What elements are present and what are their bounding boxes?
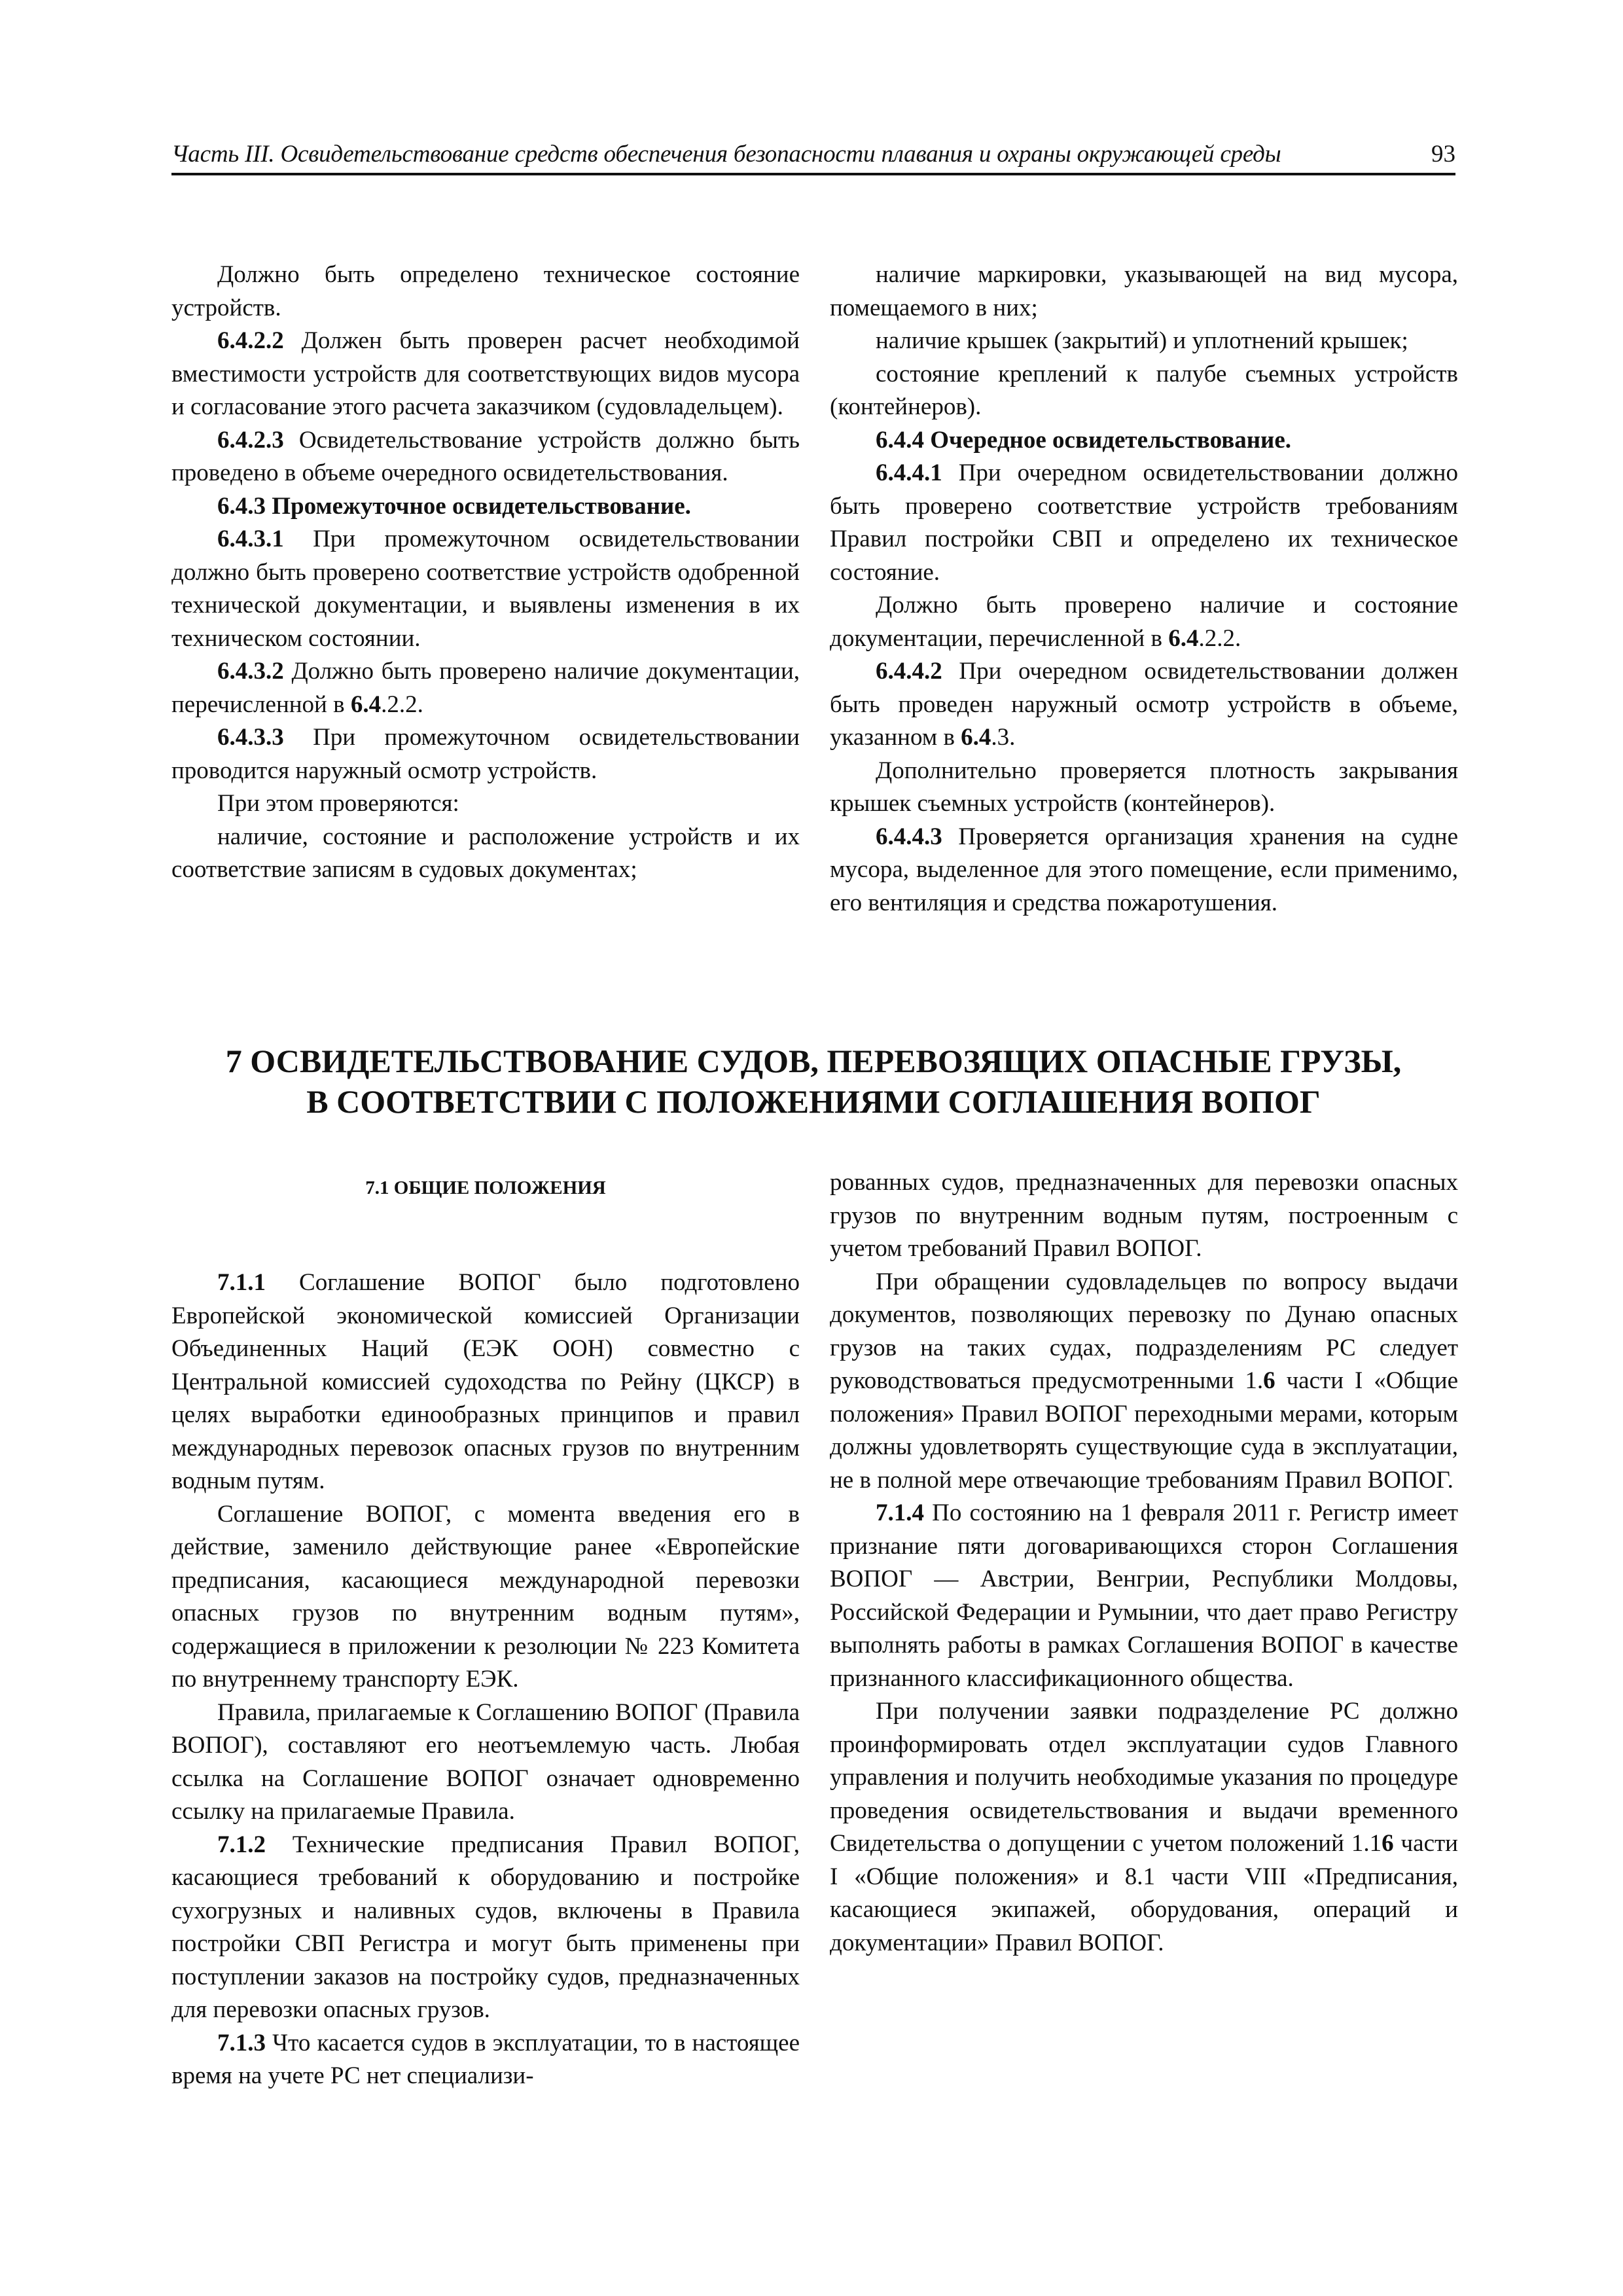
paragraph-text: наличие маркировки, указывающей на вид мусора, помещаемого в них; <box>830 261 1458 321</box>
paragraph <box>830 424 1458 457</box>
paragraph-text: Технические предписания Правил ВОПОГ, касающиеся требований к оборудованию и постройке сухогрузных и наливных судов, включены в Правила постройки СВП Регистра и могут быть применены при поступлении заказов на постройку судов, предназначенных для перевозки опасных грузов. <box>171 1831 800 2023</box>
clause-number: 7.1.4 <box>876 1499 924 1526</box>
paragraph-text: Должно быть определено техническое состояние устройств. <box>171 261 800 321</box>
paragraph-text: Должно быть проверено наличие и состояние документации, перечисленной в <box>830 592 1458 652</box>
cross-reference: 6.4 <box>350 691 382 718</box>
paragraph-text-tail: .2.2. <box>1198 624 1241 652</box>
paragraph <box>830 325 1458 358</box>
paragraph <box>171 259 800 325</box>
paragraph-text: При получении заявки подразделение РС должно проинформировать отдел эксплуатации судов Главного управления и получить необходимые указания по процедуре проведения освидетельствования и выдачи временного Свидетельства о допущении с учетом положений 1.1 <box>830 1698 1458 1857</box>
paragraph <box>171 787 800 821</box>
paragraph-text: При этом проверяются: <box>217 790 459 817</box>
clause-number: 7.1.2 <box>217 1831 266 1858</box>
paragraph <box>171 1696 800 1829</box>
paragraph <box>171 424 800 490</box>
page-number: 93 <box>1431 141 1455 168</box>
paragraph <box>830 589 1458 655</box>
paragraph-text: наличие крышек (закрытий) и уплотнений крышек; <box>876 327 1408 354</box>
paragraph-text: состояние креплений к палубе съемных устройств (контейнеров). <box>830 360 1458 420</box>
paragraph-text: При промежуточном освидетельствовании проводится наружный осмотр устройств. <box>171 724 800 784</box>
clause-number: 6.4.3.2 <box>217 658 284 685</box>
paragraph <box>171 523 800 655</box>
paragraph-text-tail: части I «Общие положения» и 8.1 части VIII «Предписания, касающиеся экипажей, оборудования, операций и документации» Правил ВОПОГ. <box>830 1830 1458 1956</box>
paragraph-text-tail: части I «Общие положения» Правил ВОПОГ переходными мерами, которым должны удовлетворять существующие суда в эксплуатации, не в полной мере отвечающие требованиям Правил ВОПОГ. <box>830 1367 1458 1494</box>
paragraph-text: Соглашение ВОПОГ было подготовлено Европейской экономической комиссией Организации Объединенных Наций (ЕЭК ООН) совместно с Центральной комиссией судоходства по Рейну (ЦКСР) в целях выработки единообразных принципов и правил международных перевозок опасных грузов по внутренним водным путям. <box>171 1269 800 1494</box>
bottom-right-column <box>830 1166 1458 1960</box>
paragraph-text: Проверяется организация хранения на судне мусора, выделенное для этого помещение, если применимо, его вентиляция и средства пожаротушения. <box>830 823 1458 916</box>
paragraph-text: Правила, прилагаемые к Соглашению ВОПОГ (Правила ВОПОГ), составляют его неотъемлемую часть. Любая ссылка на Соглашение ВОПОГ означает одновременно ссылку на прилагаемые Правила. <box>171 1698 800 1825</box>
paragraph-text: Соглашение ВОПОГ, с момента введения его в действие, заменило действующие ранее «Европейские предписания, касающиеся международной перевозки опасных грузов по внутренним водным путям», содержащиеся в приложении к резолюции № 223 Комитета по внутреннему транспорту ЕЭК. <box>171 1500 800 1693</box>
chapter-title-line-1: 7 ОСВИДЕТЕЛЬСТВОВАНИЕ СУДОВ, ПЕРЕВОЗЯЩИХ ОПАСНЫЕ ГРУЗЫ, <box>225 1043 1402 1079</box>
running-header-title: Часть III. Освидетельствование средств обеспечения безопасности плавания и охраны окружающей среды <box>171 141 1281 168</box>
paragraph <box>171 1829 800 2027</box>
paragraph-text: По состоянию на 1 февраля 2011 г. Регистр имеет признание пяти договаривающихся сторон Соглашения ВОПОГ — Австрии, Венгрии, Республики Молдовы, Российской Федерации и Румынии, что дает право Регистру выполнять работы в рамках Соглашения ВОПОГ в качестве признанного классификационного общества. <box>830 1499 1458 1692</box>
paragraph-text: Должен быть проверен расчет необходимой вместимости устройств для соответствующих видов мусора и согласование этого расчета заказчиком (судовладельцем). <box>171 327 800 420</box>
bottom-left-column <box>171 1266 800 2093</box>
paragraph-text: Что касается судов в эксплуатации, то в настоящее время на учете РС нет специализи- <box>171 2029 800 2089</box>
paragraph-text: При промежуточном освидетельствовании должно быть проверено соответствие устройств одобренной технической документации, и выявлены изменения в их техническом состоянии. <box>171 526 800 652</box>
chapter-title-line-2: В СООТВЕТСТВИИ С ПОЛОЖЕНИЯМИ СОГЛАШЕНИЯ ВОПОГ <box>306 1083 1321 1120</box>
paragraph <box>171 2027 800 2093</box>
clause-number: 6.4.3.1 <box>217 526 284 552</box>
paragraph <box>830 1166 1458 1266</box>
paragraph <box>830 1695 1458 1960</box>
paragraph <box>830 655 1458 755</box>
running-header <box>171 137 1455 175</box>
clause-number: 6.4.4.3 <box>876 823 942 850</box>
paragraph <box>171 721 800 787</box>
paragraph <box>830 821 1458 920</box>
paragraph-text: Дополнительно проверяется плотность закрывания крышек съемных устройств (контейнеров). <box>830 757 1458 817</box>
clause-number: 6.4.2.3 <box>217 426 284 454</box>
paragraph-text: При очередном освидетельствовании должно быть проверено соответствие устройств требованиям Правил постройки СВП и определено их техническое состояние. <box>830 459 1458 586</box>
top-right-column <box>830 259 1458 920</box>
top-left-column <box>171 259 800 887</box>
clause-number: 6.4.2.2 <box>217 327 284 354</box>
paragraph-text: Освидетельствование устройств должно быть проведено в объеме очередного освидетельствования. <box>171 426 800 486</box>
paragraph-text: При очередном освидетельствовании должен быть проведен наружный осмотр устройств в объеме, указанном в <box>830 658 1458 751</box>
section-title: 7.1 ОБЩИЕ ПОЛОЖЕНИЯ <box>365 1177 606 1198</box>
cross-reference: 6 <box>1263 1367 1275 1394</box>
paragraph <box>830 259 1458 325</box>
clause-number: 6.4.3.3 <box>217 724 284 751</box>
clause-number: 7.1.3 <box>217 2029 266 2056</box>
chapter-title <box>171 1041 1455 1122</box>
paragraph <box>171 1498 800 1696</box>
cross-reference: 6 <box>1382 1830 1394 1857</box>
clause-number: 6.4.4.2 <box>876 658 942 685</box>
paragraph <box>830 1266 1458 1498</box>
paragraph <box>830 358 1458 424</box>
paragraph <box>171 1266 800 1498</box>
paragraph <box>171 325 800 424</box>
paragraph-text: Должно быть проверено наличие документации, перечисленной в <box>171 658 800 718</box>
clause-number: 6.4.4.1 <box>876 459 942 486</box>
paragraph <box>171 821 800 887</box>
cross-reference: 6.4 <box>961 724 991 751</box>
paragraph <box>830 1497 1458 1695</box>
paragraph <box>171 655 800 721</box>
paragraph-text: рованных судов, предназначенных для перевозки опасных грузов по внутренним водным путям, построенным с учетом требований Правил ВОПОГ. <box>830 1169 1458 1262</box>
paragraph-text-tail: .2.2. <box>381 691 423 718</box>
subsection-heading: 6.4.3 Промежуточное освидетельствование. <box>217 492 691 520</box>
paragraph <box>830 457 1458 589</box>
paragraph-text: наличие, состояние и расположение устройств и их соответствие записям в судовых документах; <box>171 823 800 883</box>
cross-reference: 6.4 <box>1168 624 1199 652</box>
clause-number: 7.1.1 <box>217 1269 266 1296</box>
paragraph-text-tail: .3. <box>991 724 1016 751</box>
paragraph <box>830 755 1458 821</box>
paragraph-text: При обращении судовладельцев по вопросу выдачи документов, позволяющих перевозку по Дунаю опасных грузов на таких судах, подразделениям РС следует руководствоваться предусмотренными 1. <box>830 1268 1458 1394</box>
subsection-heading: 6.4.4 Очередное освидетельствование. <box>876 426 1292 454</box>
paragraph <box>171 490 800 524</box>
